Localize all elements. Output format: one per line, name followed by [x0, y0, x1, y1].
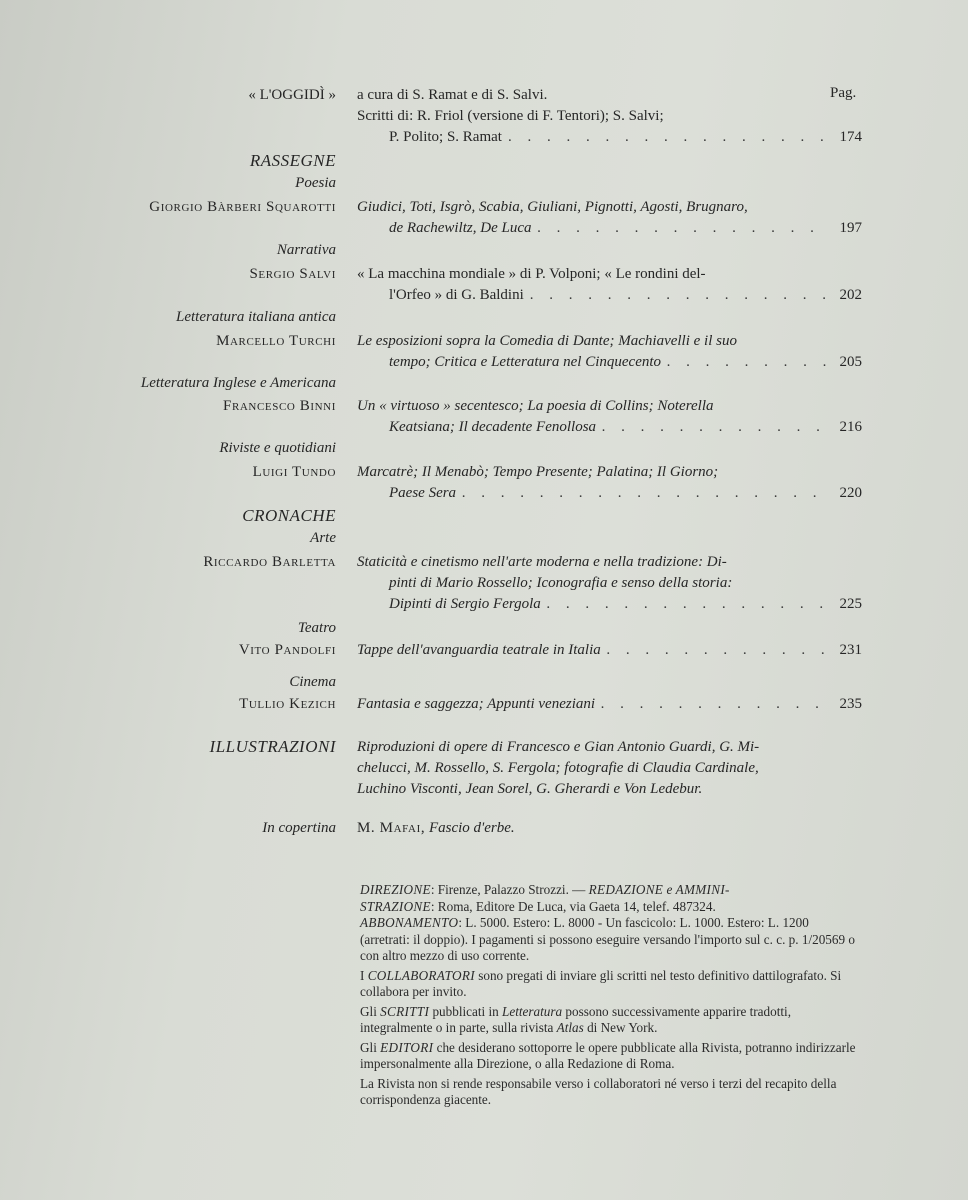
toc-entry-letteratura-inglese	[357, 396, 862, 438]
author-tullio-kezich: Tullio Kezich	[239, 696, 336, 712]
toc-entry-oggidi	[357, 85, 827, 127]
entry-line: a cura di S. Ramat e di S. Salvi.	[357, 87, 548, 103]
info-disclaimer: La Rivista non si rende responsabile verso i collaboratori né verso i terzi del recapito della corrispondenza giacente.	[360, 1075, 837, 1107]
toc-entry-oggidi-end	[357, 127, 862, 148]
entry-line: Le esposizioni sopra la Comedia di Dante; Machiavelli e il suo	[357, 333, 737, 349]
info-text: I	[360, 967, 365, 983]
entry-line: Riproduzioni di opere di Francesco e Gian Antonio Guardi, G. Mi-	[357, 739, 760, 755]
info-label: SCRITTI	[380, 1003, 430, 1019]
toc-entry-riviste	[357, 462, 862, 504]
info-text: Atlas	[556, 1020, 584, 1035]
dot-leader	[607, 640, 826, 661]
dot-leader	[602, 417, 826, 438]
category-poesia: Poesia	[295, 175, 336, 191]
dot-leader	[601, 694, 826, 715]
author-barberi-squarotti: Giorgio Bàrberi Squarotti	[149, 199, 336, 215]
page-number: 235	[839, 696, 862, 712]
info-text: che desiderano sottoporre le opere pubblicate alla Rivista, potranno indirizzarle impersonalmente alla Direzione, o alla Redazione di Roma.	[360, 1039, 856, 1071]
info-text: Gli	[360, 1003, 377, 1019]
entry-line: Fantasia e saggezza; Appunti veneziani	[357, 696, 596, 712]
entry-line: P. Polito; S. Ramat	[389, 129, 502, 145]
page-number: 197	[839, 220, 862, 236]
author-marcello-turchi: Marcello Turchi	[216, 333, 336, 349]
toc-entry-arte	[357, 552, 862, 615]
toc-entry-narrativa	[357, 264, 862, 306]
entry-line: l'Orfeo » di G. Baldini	[389, 287, 524, 303]
author-luigi-tundo: Luigi Tundo	[252, 464, 336, 480]
section-heading-illustrazioni: ILLUSTRAZIONI	[209, 737, 336, 756]
dot-leader	[667, 352, 826, 373]
category-letteratura-antica: Letteratura italiana antica	[176, 309, 336, 325]
entry-line: Paese Sera	[389, 485, 457, 501]
info-text: possono successivamente apparire tradotti, integralmente o in parte, sulla rivista	[360, 1003, 792, 1035]
info-label: REDAZIONE	[588, 882, 664, 897]
info-text: di New York.	[587, 1020, 658, 1035]
toc-entry-illustrazioni	[357, 737, 862, 800]
info-text: : Roma, Editore De Luca, via Gaeta 14, telef. 487324.	[430, 898, 716, 914]
entry-line: pinti di Mario Rossello; Iconografia e senso della storia:	[389, 575, 733, 591]
info-label: STRAZIONE	[360, 898, 431, 914]
entry-line: Luchino Visconti, Jean Sorel, G. Gherardi e Von Ledebur.	[357, 781, 703, 797]
info-text: : L. 5000. Estero: L. 8000 - Un fascicolo: L. 1000. Estero: L. 1200 (arretrati: il doppio). I pagamenti si possono eseguire versando l'importo sul c. c. p. 1/20569 o con altro mezzo di uso corrente.	[360, 915, 855, 963]
page-number: 202	[839, 287, 862, 303]
category-letteratura-inglese: Letteratura Inglese e Americana	[140, 375, 336, 391]
info-scritti	[360, 1004, 860, 1037]
info-text: Gli	[360, 1039, 377, 1055]
section-heading-cronache: CRONACHE	[242, 506, 336, 525]
category-cinema: Cinema	[289, 674, 336, 690]
info-label: EDITORI	[380, 1039, 434, 1055]
entry-line: de Rachewiltz, De Luca	[389, 220, 532, 236]
category-narrativa: Narrativa	[276, 242, 336, 258]
author-vito-pandolfi: Vito Pandolfi	[238, 642, 336, 658]
section-heading-rassegne: RASSEGNE	[249, 151, 336, 170]
info-label: AMMINI-	[675, 882, 730, 897]
info-text: Letteratura	[502, 1003, 563, 1019]
author-sergio-salvi: Sergio Salvi	[249, 266, 336, 282]
info-text: pubblicati in	[432, 1003, 499, 1019]
page-number: 205	[839, 354, 862, 370]
info-label: DIREZIONE	[360, 882, 431, 897]
entry-line: « La macchina mondiale » di P. Volponi; « Le rondini del-	[357, 266, 706, 282]
dot-leader	[547, 594, 826, 615]
dot-leader	[537, 218, 826, 239]
author-francesco-binni: Francesco Binni	[223, 398, 336, 414]
info-text: sono pregati di inviare gli scritti nel testo definitivo dattilografato. Si collabora per invito.	[360, 967, 842, 999]
pag-column-label: Pag.	[830, 85, 857, 101]
entry-line: Staticità e cinetismo nell'arte moderna e nella tradizione: Di-	[357, 554, 727, 570]
publisher-info-block	[360, 882, 860, 1112]
toc-entry-letteratura-antica	[357, 331, 862, 373]
category-riviste: Riviste e quotidiani	[219, 440, 336, 456]
entry-line: Keatsiana; Il decadente Fenollosa	[389, 419, 597, 435]
author-riccardo-barletta: Riccardo Barletta	[203, 554, 336, 570]
info-text: e	[666, 882, 673, 897]
page-number: 220	[839, 485, 862, 501]
page-number: 216	[839, 419, 862, 435]
entry-line: Giudici, Toti, Isgrò, Scabia, Giuliani, Pignotti, Agosti, Brugnaro,	[357, 199, 748, 215]
cover-author: M. Mafai,	[357, 820, 426, 836]
page-number: 225	[839, 596, 862, 612]
info-label: COLLABORATORI	[367, 967, 475, 983]
info-editori	[360, 1040, 860, 1073]
page-number: 231	[839, 642, 862, 658]
info-collaboratori	[360, 968, 860, 1001]
info-direzione	[360, 882, 860, 965]
toc-entry-teatro	[357, 640, 862, 661]
dot-leader	[508, 127, 826, 148]
entry-line: Scritti di: R. Friol (versione di F. Tentori); S. Salvi;	[357, 108, 664, 124]
entry-line: Un « virtuoso » secentesco; La poesia di Collins; Noterella	[357, 398, 714, 414]
entry-line: chelucci, M. Rossello, S. Fergola; fotografie di Claudia Cardinale,	[357, 760, 759, 776]
info-text: : Firenze, Palazzo Strozzi. —	[430, 882, 586, 897]
page-number: 174	[839, 129, 862, 145]
dot-leader	[530, 285, 826, 306]
cover-title: Fascio d'erbe.	[428, 820, 515, 836]
cover-label: In copertina	[262, 820, 336, 836]
entry-line: tempo; Critica e Letteratura nel Cinquecento	[389, 354, 662, 370]
entry-line: Dipinti di Sergio Fergola	[389, 596, 541, 612]
entry-line: Tappe dell'avanguardia teatrale in Italia	[357, 642, 601, 658]
toc-entry-poesia	[357, 197, 862, 239]
entry-line: Marcatrè; Il Menabò; Tempo Presente; Palatina; Il Giorno;	[357, 464, 719, 480]
cover-credit	[357, 818, 862, 839]
section-oggidi-label: « L'OGGIDÌ »	[248, 87, 336, 103]
toc-entry-cinema	[357, 694, 862, 715]
category-arte: Arte	[310, 530, 336, 546]
dot-leader	[462, 483, 826, 504]
category-teatro: Teatro	[297, 620, 336, 636]
info-label: ABBONAMENTO	[360, 915, 459, 930]
